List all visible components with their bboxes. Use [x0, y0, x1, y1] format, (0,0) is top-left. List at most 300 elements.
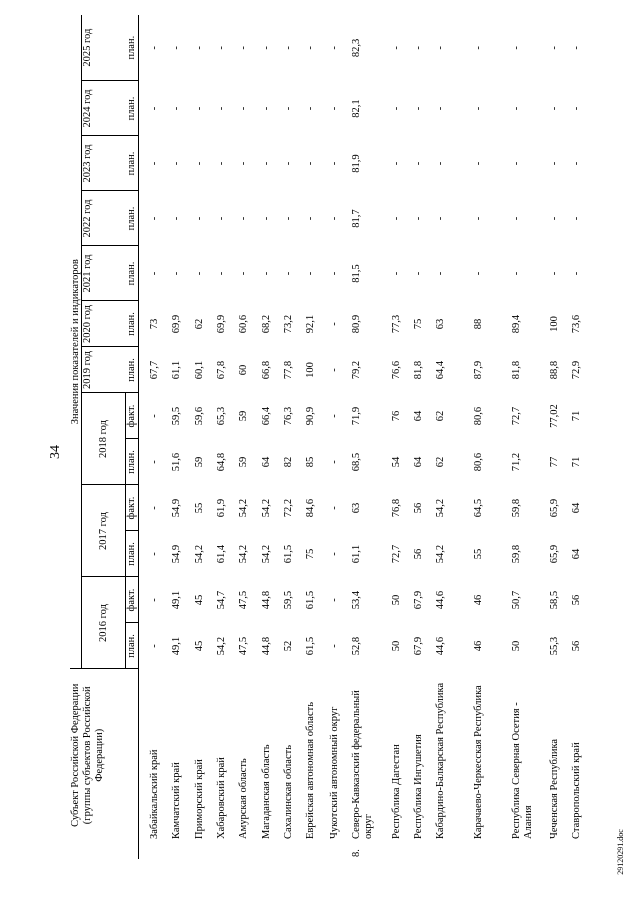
- value-cell: -: [434, 216, 446, 221]
- value-cell: -: [260, 216, 272, 221]
- value-cell: 64: [412, 456, 424, 468]
- value-cell: -: [215, 271, 227, 276]
- value-cell: -: [510, 216, 522, 221]
- value-cell: 45: [193, 594, 205, 606]
- value-cell: 81,5: [350, 264, 362, 283]
- value-cell: -: [510, 46, 522, 50]
- value-cell: -: [412, 106, 424, 111]
- value-cell: -: [260, 46, 272, 50]
- value-cell: 59,8: [510, 498, 522, 518]
- region-name: Приморский край: [193, 759, 205, 839]
- value-cell: 44,6: [434, 636, 446, 656]
- year-2024-header: 2024 год: [82, 81, 126, 136]
- value-cell: 52: [282, 640, 294, 652]
- value-cell: -: [472, 161, 484, 166]
- value-cell: -: [215, 161, 227, 166]
- value-cell: 60: [237, 364, 249, 376]
- row-index: 8.: [350, 849, 362, 857]
- value-cell: 77,8: [282, 360, 294, 380]
- value-cell: 55: [193, 502, 205, 514]
- value-cell: 50: [510, 640, 522, 652]
- value-cell: 63: [350, 502, 362, 514]
- value-cell: -: [412, 161, 424, 166]
- region-name: Республика Ингушетия: [412, 734, 424, 839]
- value-cell: -: [548, 161, 560, 166]
- value-cell: -: [170, 161, 182, 166]
- value-cell: -: [304, 106, 316, 111]
- value-cell: 54,2: [193, 544, 205, 564]
- value-cell: -: [149, 460, 160, 464]
- value-cell: 66,8: [260, 360, 272, 380]
- value-cell: -: [390, 161, 402, 166]
- value-cell: -: [390, 216, 402, 221]
- value-cell: 54,2: [215, 636, 227, 656]
- value-cell: -: [193, 106, 205, 111]
- value-cell: -: [510, 271, 522, 276]
- footer-file-code: 29120291.doc: [616, 829, 625, 875]
- value-cell: 71,9: [350, 406, 362, 426]
- value-cell: 59,8: [510, 544, 522, 564]
- plan-label: план.: [126, 623, 139, 669]
- value-cell: -: [390, 271, 402, 276]
- value-cell: 76,8: [390, 498, 402, 518]
- value-cell: -: [149, 216, 160, 221]
- value-cell: -: [170, 106, 182, 111]
- value-cell: 80,9: [350, 314, 362, 334]
- region-name: Кабардино-Балкарская Республика: [434, 682, 446, 839]
- plan-label: план.: [126, 81, 139, 136]
- value-cell: 71: [570, 410, 582, 422]
- value-cell: -: [193, 46, 205, 50]
- value-cell: 61,5: [282, 544, 294, 564]
- value-cell: -: [170, 271, 182, 276]
- row-index: [216, 841, 238, 859]
- region-name: Амурская область: [237, 758, 249, 839]
- value-cell: 54: [390, 456, 402, 468]
- value-cell: -: [328, 322, 340, 326]
- value-cell: 61,5: [304, 636, 316, 656]
- value-cell: 81,8: [510, 360, 522, 380]
- table-row: [194, 15, 216, 859]
- value-cell: 54,9: [170, 544, 182, 564]
- region-name: Сахалинская область: [282, 745, 294, 839]
- value-cell: 55,3: [548, 636, 560, 656]
- value-cell: 82,3: [350, 38, 362, 58]
- year-2023-header: 2023 год: [82, 136, 126, 191]
- value-cell: 58,5: [548, 590, 560, 610]
- value-cell: 53,4: [350, 590, 362, 610]
- table-row: [305, 15, 329, 859]
- value-cell: -: [149, 414, 160, 418]
- value-cell: 66,4: [260, 406, 272, 426]
- value-cell: 62: [434, 456, 446, 468]
- value-cell: -: [472, 216, 484, 221]
- table-row: [391, 15, 413, 859]
- value-cell: -: [328, 106, 340, 111]
- value-cell: 61,4: [215, 544, 227, 564]
- table-row: [571, 15, 593, 859]
- value-cell: -: [282, 46, 294, 50]
- value-cell: -: [328, 460, 340, 464]
- row-index: [549, 841, 571, 859]
- plan-label: план.: [126, 246, 139, 301]
- value-cell: -: [570, 46, 582, 50]
- table-row: [283, 15, 305, 859]
- value-cell: 77,02: [548, 404, 560, 428]
- value-cell: -: [260, 106, 272, 111]
- value-cell: -: [548, 46, 560, 50]
- region-name: Хабаровский край: [215, 757, 227, 839]
- value-cell: 49,1: [170, 590, 182, 610]
- value-cell: 68,5: [350, 452, 362, 472]
- value-cell: 44,8: [260, 636, 272, 656]
- value-cell: 64,5: [472, 498, 484, 518]
- row-index: [329, 841, 351, 859]
- region-name: Республика Дагестан: [390, 744, 402, 839]
- plan-label: план.: [126, 15, 139, 81]
- value-cell: 47,5: [237, 590, 249, 610]
- value-cell: 75: [304, 548, 316, 560]
- value-cell: -: [237, 161, 249, 166]
- value-cell: 54,9: [170, 498, 182, 518]
- region-name: Ставропольский край: [570, 742, 582, 839]
- value-cell: -: [472, 106, 484, 111]
- value-cell: -: [412, 46, 424, 50]
- table-row: [329, 15, 351, 859]
- value-cell: -: [328, 598, 340, 602]
- value-cell: 76,3: [282, 406, 294, 426]
- value-cell: 87,9: [472, 360, 484, 380]
- value-cell: -: [328, 414, 340, 418]
- value-cell: -: [260, 161, 272, 166]
- value-cell: 62: [434, 410, 446, 422]
- page-number: 34: [48, 445, 63, 459]
- year-2017-header: 2017 год: [82, 485, 126, 577]
- value-cell: 69,9: [170, 314, 182, 334]
- value-cell: 45: [193, 640, 205, 652]
- value-cell: 90,9: [304, 406, 316, 426]
- value-cell: -: [434, 106, 446, 111]
- year-2020-header: 2020 год: [82, 301, 126, 347]
- value-cell: 51,6: [170, 452, 182, 472]
- row-index: [413, 841, 435, 859]
- value-cell: -: [328, 506, 340, 510]
- value-cell: -: [170, 46, 182, 50]
- table-row: [216, 15, 238, 859]
- value-cell: 64: [570, 502, 582, 514]
- value-cell: 49,1: [170, 636, 182, 656]
- region-name: Чеченская Республика: [548, 738, 560, 839]
- value-cell: 65,3: [215, 406, 227, 426]
- value-cell: -: [328, 368, 340, 372]
- value-cell: 72,7: [390, 544, 402, 564]
- value-cell: 65,9: [548, 544, 560, 564]
- value-cell: 67,9: [412, 590, 424, 610]
- value-cell: 56: [570, 640, 582, 652]
- row-index: [305, 841, 329, 859]
- region-name: Чукотский автономный округ: [328, 706, 340, 839]
- region-name: Камчатский край: [170, 762, 182, 839]
- value-cell: 72,2: [282, 498, 294, 518]
- table-row: [351, 15, 391, 859]
- table-row: [435, 15, 473, 859]
- value-cell: -: [149, 46, 160, 50]
- value-cell: 72,9: [570, 360, 582, 380]
- table-row: [139, 15, 171, 859]
- value-cell: 81,8: [412, 360, 424, 380]
- value-cell: 85: [304, 456, 316, 468]
- value-cell: -: [237, 106, 249, 111]
- value-cell: 59: [237, 456, 249, 468]
- region-name: Еврейская автономная область: [304, 702, 316, 839]
- value-cell: -: [304, 46, 316, 50]
- value-cell: 61,1: [350, 544, 362, 564]
- row-index: [283, 841, 305, 859]
- value-cell: 60,6: [237, 314, 249, 334]
- plan-label: план.: [126, 439, 139, 485]
- value-cell: 64,8: [215, 452, 227, 472]
- row-index: [194, 841, 216, 859]
- value-cell: -: [548, 216, 560, 221]
- value-cell: 47,5: [237, 636, 249, 656]
- value-cell: -: [282, 106, 294, 111]
- value-cell: 81,7: [350, 209, 362, 228]
- value-cell: 89,4: [510, 314, 522, 334]
- row-index: [391, 841, 413, 859]
- value-cell: -: [193, 216, 205, 221]
- value-cell: 67,9: [412, 636, 424, 656]
- value-cell: 82: [282, 456, 294, 468]
- value-cell: 46: [472, 594, 484, 606]
- value-cell: 54,2: [434, 498, 446, 518]
- value-cell: -: [149, 106, 160, 111]
- value-cell: 84,6: [304, 498, 316, 518]
- value-cell: -: [237, 271, 249, 276]
- value-cell: 67,8: [215, 360, 227, 380]
- value-cell: 88: [472, 318, 484, 330]
- value-cell: 56: [412, 548, 424, 560]
- value-cell: 60,1: [193, 360, 205, 380]
- value-cell: 50,7: [510, 590, 522, 610]
- value-cell: -: [215, 216, 227, 221]
- value-cell: 77,3: [390, 314, 402, 334]
- value-cell: -: [328, 271, 340, 276]
- value-cell: -: [304, 271, 316, 276]
- value-cell: -: [434, 271, 446, 276]
- value-cell: 63: [434, 318, 446, 330]
- value-cell: 88,8: [548, 360, 560, 380]
- value-cell: -: [304, 161, 316, 166]
- value-cell: -: [390, 46, 402, 50]
- value-cell: 64,4: [434, 360, 446, 380]
- table-row: [238, 15, 261, 859]
- values-group-header: Значения показателей и индикаторов: [70, 15, 82, 669]
- row-index: [435, 841, 473, 859]
- value-cell: -: [215, 106, 227, 111]
- value-cell: 64: [260, 456, 272, 468]
- value-cell: 80,6: [472, 452, 484, 472]
- value-cell: -: [570, 106, 582, 111]
- value-cell: -: [193, 161, 205, 166]
- value-cell: 59,6: [193, 406, 205, 426]
- value-cell: -: [548, 271, 560, 276]
- row-index: [473, 841, 511, 859]
- value-cell: -: [472, 271, 484, 276]
- year-2021-header: 2021 год: [82, 246, 126, 301]
- value-cell: -: [304, 216, 316, 221]
- value-cell: 64: [570, 548, 582, 560]
- value-cell: -: [570, 161, 582, 166]
- value-cell: -: [149, 161, 160, 166]
- region-name: Республика Северная Осетия - Алания: [510, 702, 534, 839]
- value-cell: -: [237, 46, 249, 50]
- value-cell: 73,2: [282, 314, 294, 334]
- value-cell: 69,9: [215, 314, 227, 334]
- value-cell: -: [510, 106, 522, 111]
- value-cell: 62: [193, 318, 205, 330]
- value-cell: 81,9: [350, 154, 362, 173]
- value-cell: 68,2: [260, 314, 272, 334]
- value-cell: -: [149, 598, 160, 602]
- value-cell: 59: [193, 456, 205, 468]
- value-cell: 73,6: [570, 314, 582, 334]
- region-name: Северо-Кавказский федеральный округ: [350, 690, 374, 839]
- value-cell: -: [282, 216, 294, 221]
- row-index: [511, 841, 549, 859]
- value-cell: -: [412, 216, 424, 221]
- value-cell: 61,5: [304, 590, 316, 610]
- plan-label: план.: [126, 301, 139, 347]
- value-cell: 82,1: [350, 99, 362, 118]
- value-cell: 59,5: [170, 406, 182, 426]
- value-cell: -: [193, 271, 205, 276]
- year-2016-header: 2016 год: [82, 577, 126, 669]
- value-cell: 54,2: [260, 544, 272, 564]
- rotated-table-container: [70, 15, 582, 859]
- table-row: [549, 15, 571, 859]
- value-cell: 71: [570, 456, 582, 468]
- plan-label: план.: [126, 191, 139, 246]
- value-cell: -: [472, 46, 484, 50]
- value-cell: 79,2: [350, 360, 362, 380]
- table-row: [511, 15, 549, 859]
- fact-label: факт.: [126, 485, 139, 531]
- value-cell: -: [570, 271, 582, 276]
- value-cell: -: [328, 216, 340, 221]
- value-cell: 72,7: [510, 406, 522, 426]
- value-cell: -: [390, 106, 402, 111]
- value-cell: 59,5: [282, 590, 294, 610]
- value-cell: 54,2: [237, 544, 249, 564]
- year-2025-header: 2025 год: [82, 15, 126, 81]
- value-cell: -: [282, 161, 294, 166]
- value-cell: -: [328, 161, 340, 166]
- table-row: [473, 15, 511, 859]
- value-cell: 59: [237, 410, 249, 422]
- value-cell: 92,1: [304, 314, 316, 334]
- value-cell: 52,8: [350, 636, 362, 656]
- value-cell: 67,7: [149, 360, 160, 380]
- plan-label: план.: [126, 136, 139, 191]
- value-cell: 55: [472, 548, 484, 560]
- value-cell: -: [215, 46, 227, 50]
- value-cell: 75: [412, 318, 424, 330]
- value-cell: -: [412, 271, 424, 276]
- year-2018-header: 2018 год: [82, 393, 126, 485]
- value-cell: -: [548, 106, 560, 111]
- value-cell: 54,2: [260, 498, 272, 518]
- table-row: [171, 15, 194, 859]
- region-name: Магаданская область: [260, 744, 272, 839]
- value-cell: 65,9: [548, 498, 560, 518]
- year-2022-header: 2022 год: [82, 191, 126, 246]
- value-cell: 71,2: [510, 452, 522, 472]
- value-cell: 56: [570, 594, 582, 606]
- row-index: [571, 841, 593, 859]
- value-cell: -: [570, 216, 582, 221]
- row-index: [261, 841, 283, 859]
- value-cell: 64: [412, 410, 424, 422]
- plan-label: план.: [126, 531, 139, 577]
- value-cell: -: [260, 271, 272, 276]
- value-cell: -: [328, 46, 340, 50]
- value-cell: 80,6: [472, 406, 484, 426]
- value-cell: 77: [548, 456, 560, 468]
- value-cell: -: [434, 46, 446, 50]
- value-cell: -: [149, 271, 160, 276]
- value-cell: 50: [390, 640, 402, 652]
- value-cell: 61,1: [170, 360, 182, 380]
- value-cell: 46: [472, 640, 484, 652]
- region-name: Карачаево-Черкесская Республика: [472, 685, 484, 839]
- value-cell: 50: [390, 594, 402, 606]
- value-cell: 54,7: [215, 590, 227, 610]
- fact-label: факт.: [126, 393, 139, 439]
- value-cell: 100: [548, 316, 560, 332]
- value-cell: -: [149, 506, 160, 510]
- row-index: [171, 841, 194, 859]
- row-index: [139, 841, 171, 859]
- value-cell: -: [237, 216, 249, 221]
- year-2019-header: 2019 год: [82, 347, 126, 393]
- value-cell: 61,9: [215, 498, 227, 518]
- value-cell: -: [149, 644, 160, 648]
- value-cell: -: [282, 271, 294, 276]
- table-row: [261, 15, 283, 859]
- subject-header: Субъект Российской Федерации (группы субъектов Российской Федерации): [70, 669, 139, 859]
- table-row: [413, 15, 435, 859]
- value-cell: -: [149, 552, 160, 556]
- value-cell: 73: [149, 318, 160, 330]
- indicator-table: [70, 15, 593, 859]
- value-cell: -: [170, 216, 182, 221]
- value-cell: -: [328, 552, 340, 556]
- value-cell: 76: [390, 410, 402, 422]
- value-cell: 100: [304, 362, 316, 378]
- value-cell: -: [434, 161, 446, 166]
- value-cell: -: [328, 644, 340, 648]
- row-index: [238, 841, 261, 859]
- value-cell: 54,2: [237, 498, 249, 518]
- fact-label: факт.: [126, 577, 139, 623]
- plan-label: план.: [126, 347, 139, 393]
- value-cell: -: [510, 161, 522, 166]
- value-cell: 56: [412, 502, 424, 514]
- region-name: Забайкальский край: [149, 749, 160, 839]
- value-cell: 44,6: [434, 590, 446, 610]
- value-cell: 76,6: [390, 360, 402, 380]
- value-cell: 44,8: [260, 590, 272, 610]
